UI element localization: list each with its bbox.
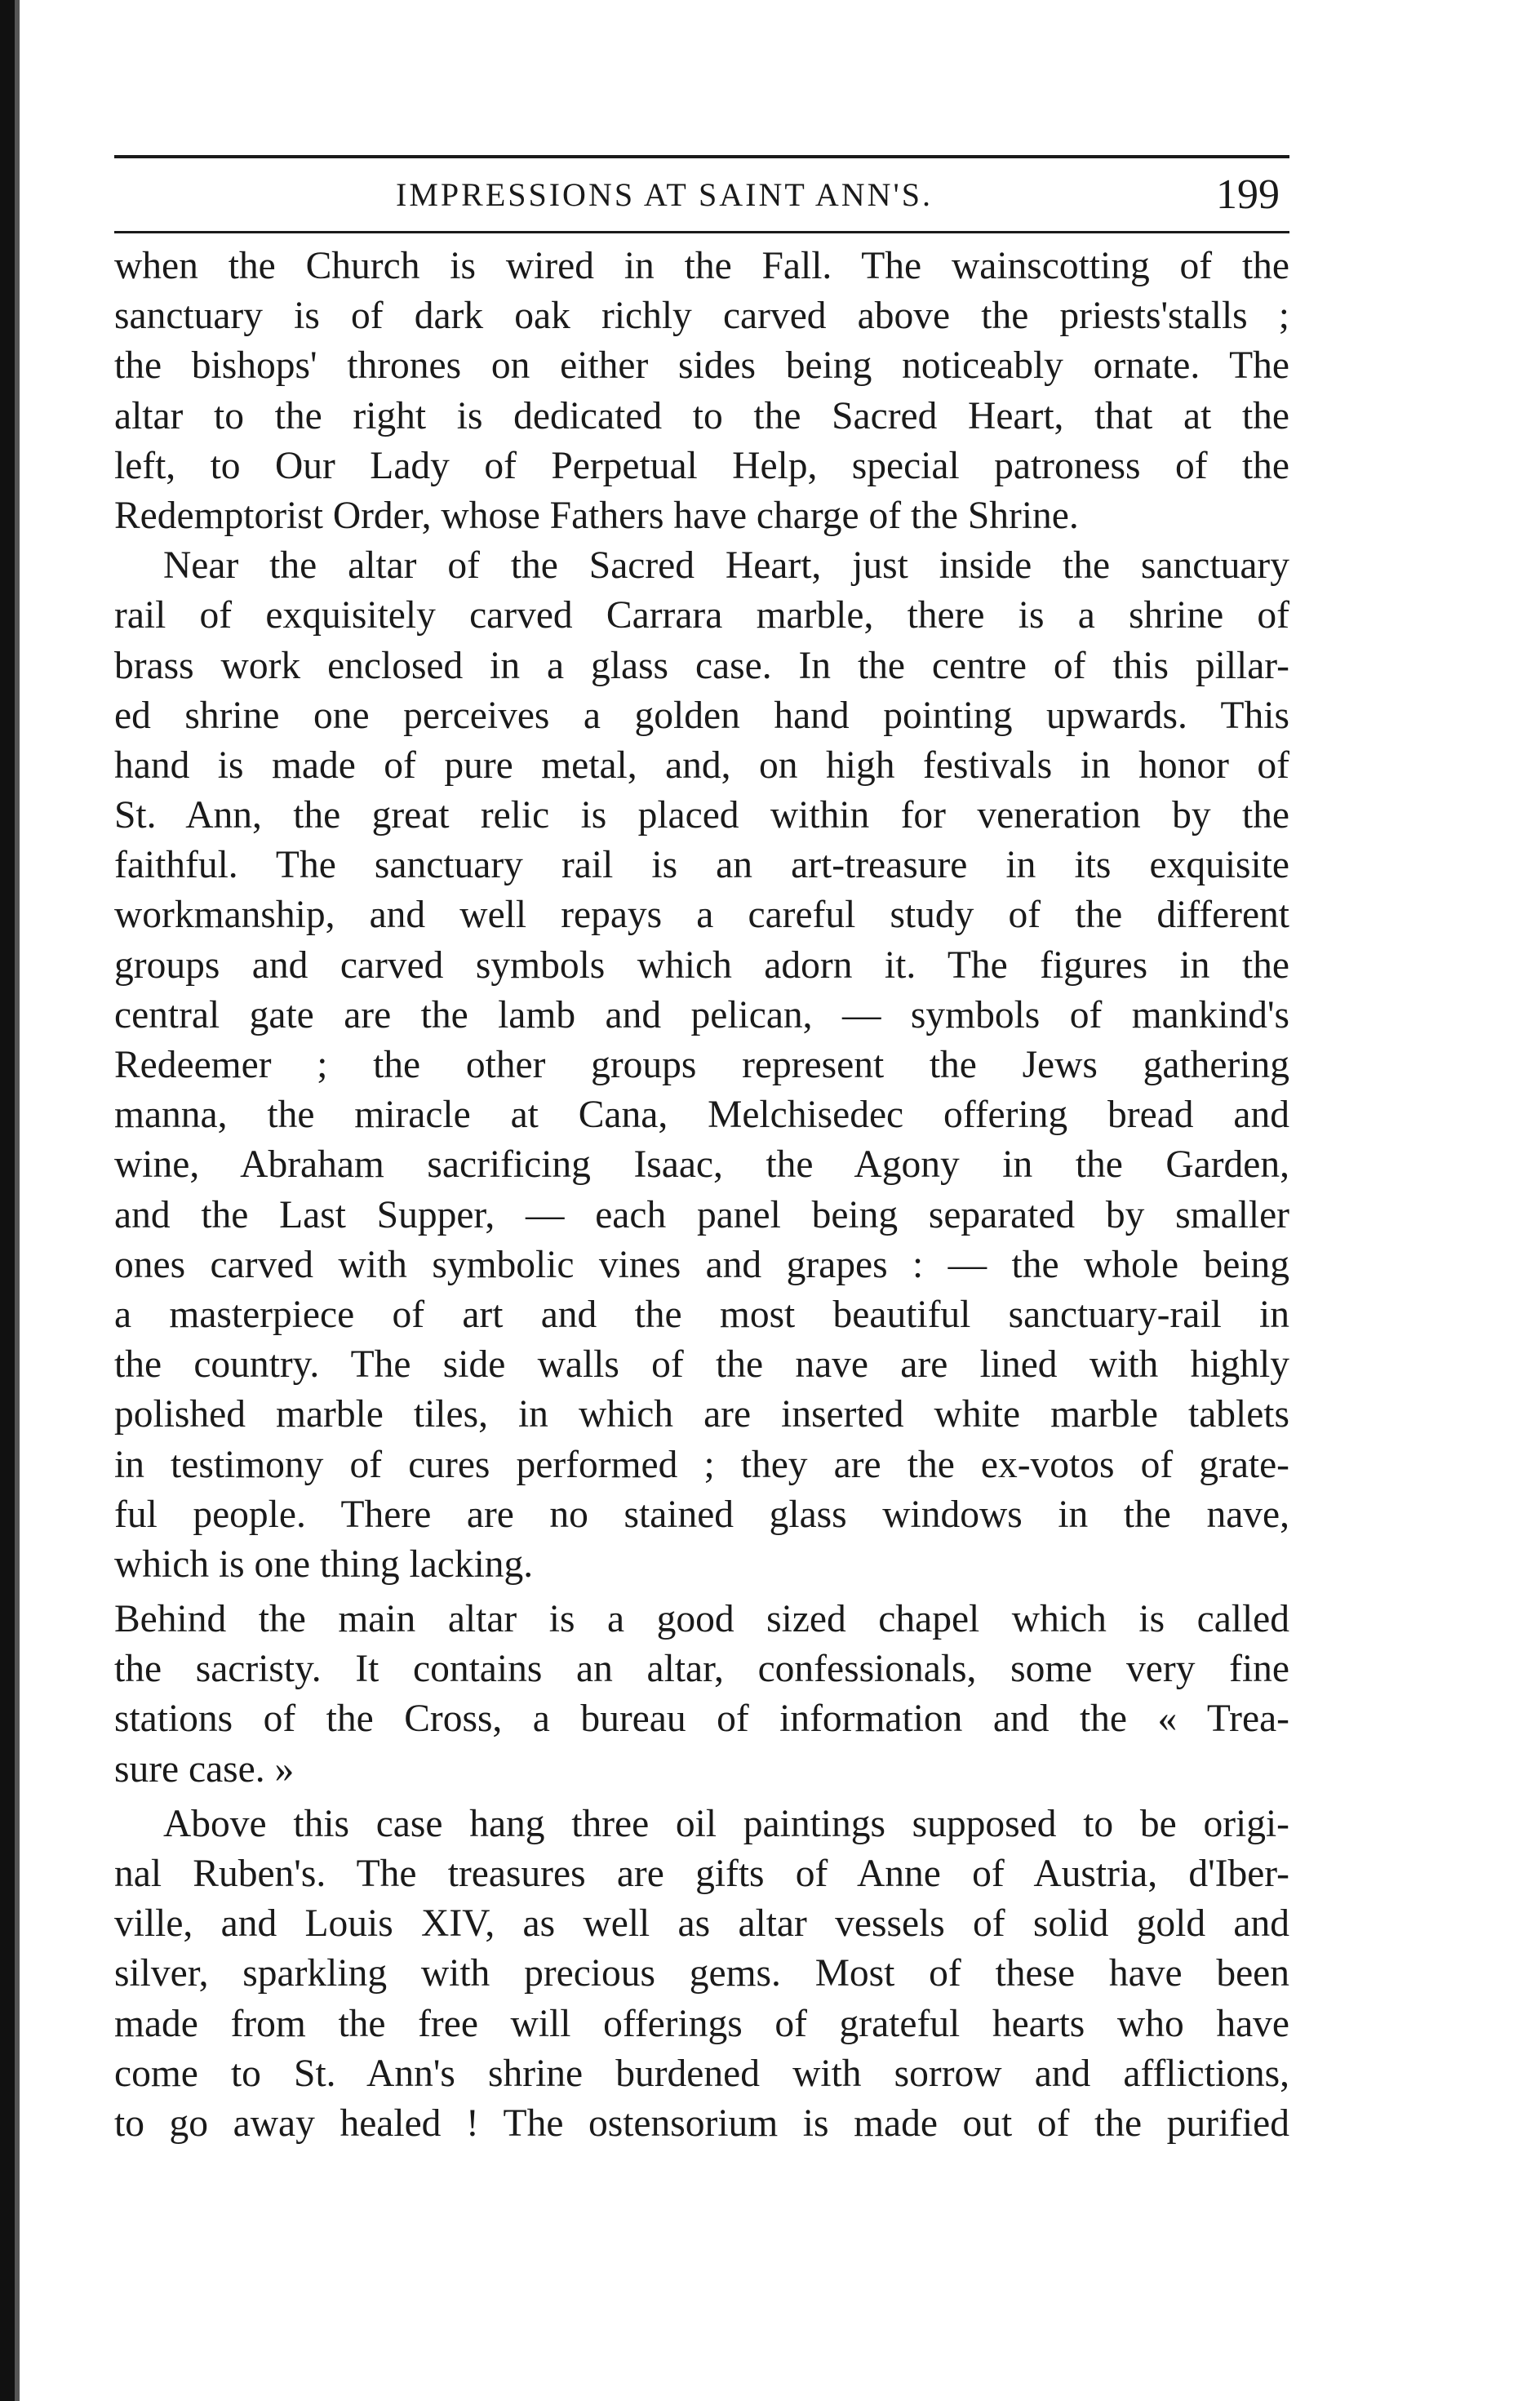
text-line: faithful. The sanctuary rail is an art-treasure in its exquisite	[114, 844, 1289, 887]
text-line: sanctuary is of dark oak richly carved above the priests'stalls ;	[114, 295, 1289, 338]
text-line: groups and carved symbols which adorn it. The figures in the	[114, 943, 1289, 987]
header-title: IMPRESSIONS AT SAINT ANN'S.	[396, 176, 933, 213]
text-line: come to St. Ann's shrine burdened with sorrow and afflictions,	[114, 2052, 1289, 2095]
header-rule-bottom	[114, 231, 1289, 233]
text-line: Above this case hang three oil paintings supposed to be origi-	[163, 1802, 1289, 1845]
text-line: the sacristy. It contains an altar, confessionals, some very fine	[114, 1648, 1289, 1691]
text-line: central gate are the lamb and pelican, — symbols of mankind's	[114, 993, 1289, 1036]
text-line: ville, and Louis XIV, as well as altar vessels of solid gold and	[114, 1902, 1289, 1946]
page-body	[114, 242, 1289, 2149]
running-header	[114, 166, 1289, 223]
text-line: St. Ann, the great relic is placed within for veneration by the	[114, 794, 1289, 837]
text-line: ful people. There are no stained glass windows in the nave,	[114, 1493, 1289, 1536]
text-line: Redeemer ; the other groups represent the Jews gathering	[114, 1044, 1289, 1086]
text-line: Near the altar of the Sacred Heart, just inside the sanctuary	[163, 544, 1289, 588]
text-line: the country. The side walls of the nave are lined with highly	[114, 1343, 1289, 1387]
text-line: Redemptorist Order, whose Fathers have charge of the Shrine.	[114, 494, 1079, 537]
text-line: polished marble tiles, in which are inserted white marble tablets	[114, 1393, 1289, 1436]
text-line: ones carved with symbolic vines and grapes : — the whole being	[114, 1243, 1289, 1286]
text-line: brass work enclosed in a glass case. In the centre of this pillar-	[114, 644, 1289, 687]
text-line: sure case. »	[114, 1747, 295, 1791]
text-line: when the Church is wired in the Fall. The wainscotting of the	[114, 245, 1289, 287]
text-line: in testimony of cures performed ; they are the ex-votos of grate-	[114, 1443, 1289, 1486]
text-line: hand is made of pure metal, and, on high festivals in honor of	[114, 743, 1289, 787]
scan-edge-shadow	[15, 0, 20, 2401]
text-line: made from the free will offerings of grateful hearts who have	[114, 2002, 1289, 2045]
text-line: stations of the Cross, a bureau of information and the « Trea-	[114, 1698, 1289, 1741]
text-line: silver, sparkling with precious gems. Most of these have been	[114, 1952, 1289, 1995]
header-rule-top	[114, 155, 1289, 158]
scan-edge	[0, 0, 15, 2401]
text-line: to go away healed ! The ostensorium is made out of the purified	[114, 2101, 1289, 2145]
text-line: ed shrine one perceives a golden hand pointing upwards. This	[114, 694, 1289, 737]
text-line: nal Ruben's. The treasures are gifts of Anne of Austria, d'Iber-	[114, 1853, 1289, 1895]
text-line: workmanship, and well repays a careful study of the different	[114, 894, 1289, 937]
text-line: a masterpiece of art and the most beautiful sanctuary-rail in	[114, 1293, 1289, 1336]
text-line: wine, Abraham sacrificing Isaac, the Agony in the Garden,	[114, 1143, 1289, 1187]
text-line: left, to Our Lady of Perpetual Help, special patroness of the	[114, 444, 1289, 487]
text-line: Behind the main altar is a good sized chapel which is called	[114, 1598, 1289, 1641]
text-line: which is one thing lacking.	[114, 1542, 534, 1586]
page-number: 199	[1216, 171, 1280, 218]
text-line: altar to the right is dedicated to the Sacred Heart, that at the	[114, 394, 1289, 437]
text-line: manna, the miracle at Cana, Melchisedec offering bread and	[114, 1094, 1289, 1137]
text-line: rail of exquisitely carved Carrara marble, there is a shrine of	[114, 594, 1289, 637]
text-line: and the Last Supper, — each panel being separated by smaller	[114, 1193, 1289, 1236]
text-line: the bishops' thrones on either sides being noticeably ornate. The	[114, 344, 1289, 388]
